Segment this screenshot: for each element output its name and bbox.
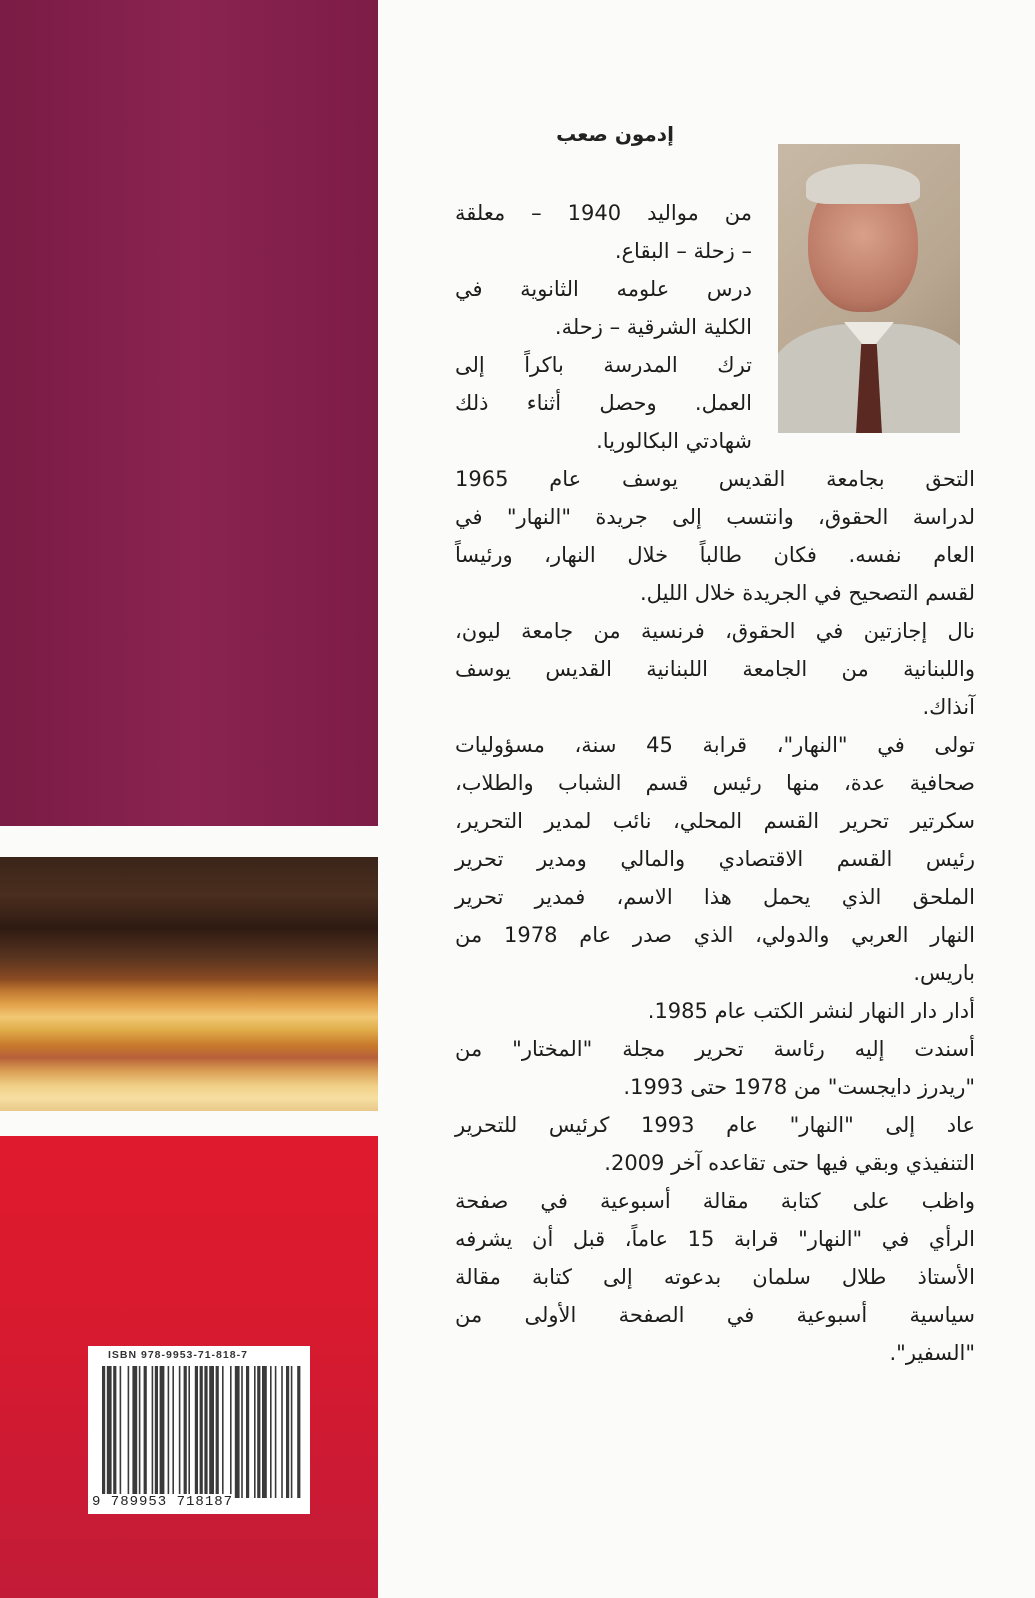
barcode-bar: [222, 1366, 224, 1498]
barcode-box: [88, 1346, 310, 1514]
bio-line: باريس.: [913, 961, 975, 985]
barcode-bar: [204, 1366, 207, 1498]
barcode-bar: [152, 1366, 154, 1498]
barcode-bar: [195, 1366, 198, 1498]
author-name: إدمون صعب: [556, 122, 674, 146]
bio-line: آنذاك.: [922, 695, 975, 719]
barcode-bar: [139, 1366, 141, 1498]
barcode-bar: [113, 1366, 116, 1498]
bio-line: سياسية أسبوعية في الصفحة الأولى من: [455, 1303, 975, 1327]
barcode-bar: [286, 1366, 289, 1498]
barcode-bar: [216, 1366, 219, 1498]
bio-line: النهار العربي والدولي، الذي صدر عام 1978 من: [455, 923, 975, 947]
barcode-bar: [120, 1366, 122, 1498]
barcode-bar: [270, 1366, 272, 1498]
bio-line: "ريدرز دايجست" من 1978 حتى 1993.: [623, 1075, 975, 1099]
bio-line: واظب على كتابة مقالة أسبوعية في صفحة: [455, 1189, 975, 1213]
bio-full-column: [455, 460, 975, 1372]
bio-line: الأستاذ طلال سلمان بدعوته إلى كتابة مقالة: [455, 1265, 975, 1289]
barcode-bar: [160, 1366, 165, 1498]
bio-line: عاد إلى "النهار" عام 1993 كرئيس للتحرير: [455, 1113, 975, 1137]
bio-line: التنفيذي وبقي فيها حتى تقاعده آخر 2009.: [604, 1151, 975, 1175]
bio-line: لقسم التصحيح في الجريدة خلال الليل.: [640, 581, 975, 605]
bio-line: صحافية عدة، منها رئيس قسم الشباب والطلاب،: [455, 771, 975, 795]
barcode-bar: [291, 1366, 293, 1498]
barcode-bar: [235, 1366, 240, 1498]
barcode-bar: [107, 1366, 112, 1498]
bio-line: لدراسة الحقوق، وانتسب إلى جريدة "النهار" في: [455, 505, 975, 529]
bio-line: ترك المدرسة باكراً إلى: [455, 353, 752, 377]
barcode-digits: 9 789953 718187: [92, 1494, 234, 1510]
bio-short-column: [455, 194, 752, 460]
barcode-bar: [102, 1366, 105, 1498]
bio-line: العمل. وحصل أثناء ذلك: [455, 391, 752, 415]
barcode-bar: [132, 1366, 137, 1498]
barcode-bar: [246, 1366, 249, 1498]
barcode-bar: [128, 1366, 130, 1498]
maroon-panel: [0, 0, 378, 826]
bio-line: درس علومه الثانوية في: [455, 277, 752, 301]
barcode-bar: [188, 1366, 190, 1498]
bio-line: رئيس القسم الاقتصادي والمالي ومدير تحرير: [455, 847, 975, 871]
bio-line: الملحق الذي يحمل هذا الاسم، فمدير تحرير: [455, 885, 975, 909]
barcode-bar: [155, 1366, 158, 1498]
barcode-bar: [179, 1366, 181, 1498]
bio-line: العام نفسه. فكان طالباً خلال النهار، ورئيساً: [455, 543, 975, 567]
bio-line: سكرتير تحرير القسم المحلي، نائب لمدير التحرير،: [455, 809, 975, 833]
barcode-bar: [257, 1366, 260, 1498]
barcode-bar: [262, 1366, 267, 1498]
bio-line: – زحلة – البقاع.: [614, 239, 752, 263]
bio-line: الكلية الشرقية – زحلة.: [554, 315, 752, 339]
barcode-bars: [102, 1366, 302, 1498]
bio-line: التحق بجامعة القديس يوسف عام 1965: [455, 467, 975, 491]
barcode-bar: [209, 1366, 214, 1498]
barcode-bar: [172, 1366, 174, 1498]
barcode-bar: [230, 1366, 232, 1498]
barcode-bar: [144, 1366, 147, 1498]
bio-line: من مواليد 1940 – معلقة: [455, 201, 752, 225]
bio-line: أدار دار النهار لنشر الكتب عام 1985.: [647, 999, 975, 1023]
barcode-bar: [297, 1366, 300, 1498]
bio-line: تولى في "النهار"، قرابة 45 سنة، مسؤوليات: [455, 733, 975, 757]
bio-line: نال إجازتين في الحقوق، فرنسية من جامعة ليون،: [455, 619, 975, 643]
bio-line: شهادتي البكالوريا.: [596, 429, 752, 453]
barcode-bar: [281, 1366, 283, 1498]
author-photo: [778, 144, 960, 433]
bio-line: الرأي في "النهار" قرابة 15 عاماً، قبل أن يشرفه: [455, 1227, 975, 1251]
barcode-bar: [184, 1366, 187, 1498]
barcode-bar: [168, 1366, 170, 1498]
bio-line: أسندت إليه رئاسة تحرير مجلة "المختار" من: [455, 1037, 975, 1061]
bio-line: "السفير".: [889, 1341, 975, 1365]
barcode-bar: [275, 1366, 277, 1498]
barcode-bar: [254, 1366, 256, 1498]
striped-band: [0, 857, 378, 1111]
bio-line: واللبنانية من الجامعة اللبنانية القديس يوسف: [455, 657, 975, 681]
barcode-bar: [200, 1366, 203, 1498]
barcode-bar: [241, 1366, 243, 1498]
isbn-label: ISBN 978-9953-71-818-7: [108, 1349, 248, 1361]
